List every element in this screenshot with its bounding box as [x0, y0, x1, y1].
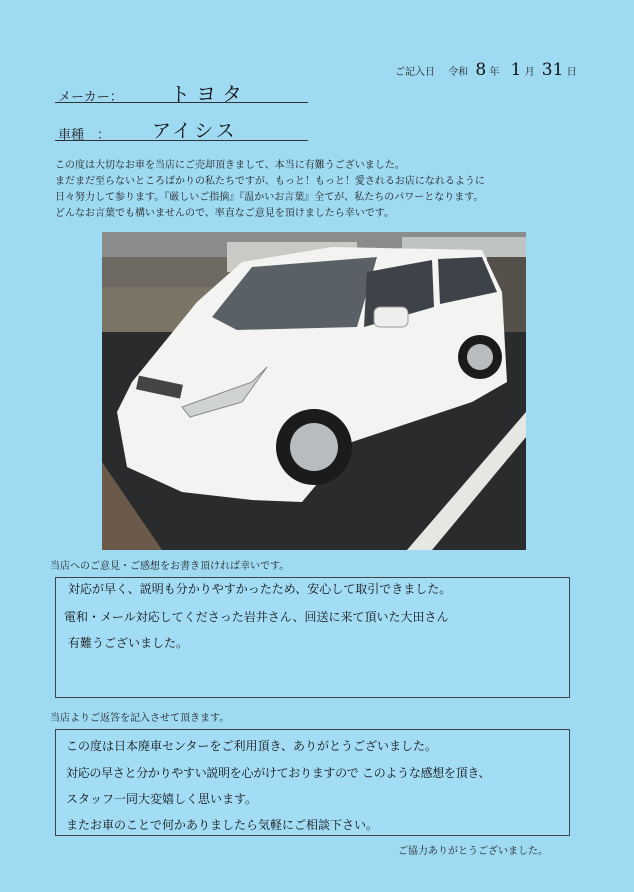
year-value: 8	[475, 60, 487, 80]
date-row	[395, 60, 577, 80]
shop-reply-line: またお車のことで何かありましたら気軽にご相談下さい。	[66, 818, 379, 832]
model-value: アイシス	[152, 120, 238, 142]
shop-reply-line: スタッフ一同大変嬉しく思います。	[66, 792, 258, 806]
footer-thanks: ご協力ありがとうございました。	[398, 846, 548, 857]
intro-line: この度は大切なお車を当店にご売却頂きまして、本当に有難うございました。	[55, 160, 405, 171]
customer-comment-line: 電和・メール対応してくださった岩井さん、回送に来て頂いた大田さん	[64, 610, 449, 624]
era: 令和	[448, 67, 469, 78]
shop-reply-label: 当店よりご返答を記入させて頂きます。	[50, 713, 230, 724]
customer-comment-line: 対応が早く、説明も分かりやすかったため、安心して取引できました。	[68, 582, 452, 596]
shop-reply-line: この度は日本廃車センターをご利用頂き、ありがとうございました。	[66, 739, 438, 753]
maker-underline	[55, 102, 308, 103]
intro-line: まだまだ至らないところばかりの私たちですが、もっと！もっと！愛されるお店になれるように	[55, 176, 485, 187]
shop-reply-line: 対応の早さと分かりやすい説明を心がけておりますので このような感想を頂き、	[66, 766, 491, 780]
shop-reply-box	[55, 729, 570, 836]
intro-text	[55, 158, 485, 222]
intro-line: 日々努力して参ります。『厳しいご指摘』『温かいお言葉』全てが、私たちのパワーとなります。	[55, 192, 484, 203]
customer-comment-line: 有難うございました。	[68, 636, 189, 650]
day-unit: 日	[566, 67, 577, 78]
customer-comment-label: 当店へのご意見・ご感想をお書き頂ければ幸いです。	[50, 561, 290, 572]
date-label: ご記入日	[395, 67, 435, 78]
model-label: 車種 ：	[58, 128, 111, 143]
maker-value: トヨタ	[170, 82, 248, 106]
car-illustration	[102, 232, 526, 550]
month-unit: 月	[524, 67, 535, 78]
customer-comment-box	[55, 577, 570, 698]
maker-label: メーカー：	[58, 90, 123, 105]
model-underline	[55, 140, 308, 141]
day-value: 31	[541, 60, 564, 80]
month-value: 1	[510, 60, 522, 80]
intro-line: どんなお言葉でも構いませんので、率直なご意見を頂けましたら幸いです。	[55, 208, 394, 219]
year-unit: 年	[489, 67, 500, 78]
car-photo	[102, 232, 526, 550]
